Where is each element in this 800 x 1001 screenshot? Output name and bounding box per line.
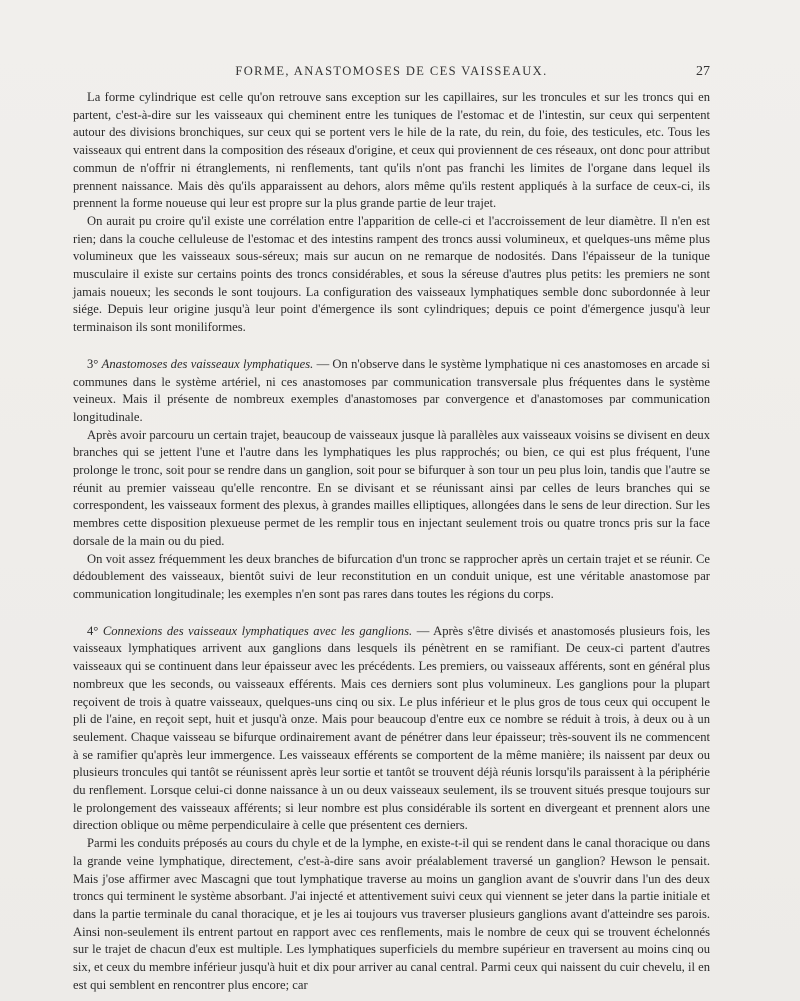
paragraph: On aurait pu croire qu'il existe une corrélation entre l'apparition de celle-ci et l'accroissement de leur diamètre. Il n'en est rien; dans la couche celluleuse de l'estomac et des intestins rampent des troncs aussi volumineux, et quelques-uns même plus volumineux que les vaisseaux sous-séreux; mais sur aucun on ne remarque de nodosités. Dans l'épaisseur de la tunique musculaire il existe sur certains points des troncs considérables, et sous la séreuse d'autres plus petits: les premiers ne sont jamais noueux; les seconds le sont toujours. La configuration des vaisseaux lymphatiques semble donc subordonnée à leur siége. Depuis leur origine jusqu'à leur point d'émergence ils sont cylindriques; depuis ce point d'émergence jusqu'à leur terminaison ils sont moniliformes. (73, 213, 710, 335)
page-number: 27 (696, 64, 710, 79)
running-title: FORME, ANASTOMOSES DE CES VAISSEAUX. (235, 64, 548, 78)
section-paragraph (73, 356, 710, 427)
paragraph: On voit assez fréquemment les deux branches de bifurcation d'un tronc se rapprocher après un certain trajet et se réunir. Ce dédoublement des vaisseaux, bientôt suivi de leur reconstitution en un conduit unique, est une véritable anastomose par communication longitudinale; les exemples n'en sont pas rares dans toutes les régions du corps. (73, 551, 710, 601)
running-head (73, 64, 710, 82)
paragraph: Parmi les conduits préposés au cours du chyle et de la lymphe, en existe-t-il qui se rendent dans le canal thoracique ou dans la grande veine lymphatique, directement, c'est-à-dire sans avoir préalablement traversé un ganglion? Hewson le pensait. Mais j'ose affirmer avec Mascagni que tout lymphatique traverse au moins un ganglion avant de s'ouvrir dans l'un des deux troncs qui terminent le système absorbant. J'ai injecté et attentivement suivi ceux qui viennent se jeter dans la partie initiale et dans la partie terminale du canal thoracique, et je les ai toujours vus traverser plusieurs ganglions avant d'atteindre ses parois. Ainsi non-seulement ils entrent partout en rapport avec ces renflements, mais le nombre de ceux qui se trouvent échelonnés sur le trajet de chacun d'eux est multiple. Les lymphatiques superficiels du membre supérieur en traversent au moins cinq ou six, et ceux du membre inférieur jusqu'à huit et dix pour arriver au canal central. Parmi ceux qui naissent du cuir chevelu, il en est qui semblent en rencontrer plus encore; car (73, 836, 710, 992)
section-heading: Anastomoses des vaisseaux lymphatiques. (101, 356, 314, 371)
body-text (73, 89, 710, 994)
section-paragraph (73, 623, 710, 835)
section-number: 4° (87, 623, 99, 638)
paragraph-text: — On n'observe dans le système lymphatique ni ces anastomoses en arcade si communes dans le système artériel, ni ces anastomoses par communication transversale plus fréquentes dans le système veineux. Mais il présente de nombreux exemples d'anastomoses par convergence et d'anastomoses par communication longitudinale. (73, 356, 710, 424)
section-number: 3° (87, 356, 99, 371)
paragraph: La forme cylindrique est celle qu'on retrouve sans exception sur les capillaires, sur les troncules et sur les troncs qui en partent, c'est-à-dire sur les vaisseaux qui cheminent entre les tuniques de l'estomac et de l'intestin, sur ceux qui serpentent autour des divisions bronchiques, sur ceux qui se portent vers le hile de la rate, du rein, du foie, des testicules, etc. Tous les vaisseaux qui entrent dans la composition des réseaux d'origine, et ceux qui proviennent de ces réseaux, ont donc pour attribut commun de n'offrir ni étranglements, ni renflements, tant qu'ils n'ont pas franchi les limites de l'organe dans lequel ils prennent naissance. Mais dès qu'ils apparaissent au dehors, alors même qu'ils restent appliqués à la surface de ceux-ci, ils prennent la forme noueuse qui leur est propre sur la plus grande partie de leur trajet. (73, 90, 710, 211)
section-heading: Connexions des vaisseaux lymphatiques avec les ganglions. (102, 623, 413, 638)
paragraph-text: — Après s'être divisés et anastomosés plusieurs fois, les vaisseaux lymphatiques arrivent aux ganglions dans lesquels ils pénètrent en se ramifiant. De ceux-ci partent d'autres vaisseaux qui se continuent dans leur épaisseur avec les précédents. Les premiers, ou vaisseaux afférents, sont en général plus nombreux que les seconds, ou vaisseaux efférents. Mais ces derniers sont plus volumineux. Les ganglions pour la plupart reçoivent de trois à quatre vaisseaux, quelques-uns cinq ou six. Le plus inférieur et le plus gros de tous ceux qui occupent le pli de l'aine, en reçoit sept, huit et jusqu'à onze. Mais pour beaucoup d'entre eux ce nombre se réduit à trois, à deux ou à un seulement. Chaque vaisseau se bifurque ordinairement avant de pénétrer dans leur épaisseur; très-souvent ils ne commencent à se ramifier qu'après leur immergence. Les vaisseaux efférents se comportent de la même manière; ils naissent par deux ou plusieurs troncules qui tantôt se réunissent après leur sortie et tantôt se trouvent déjà réunis lorsqu'ils paraissent à la périphérie du renflement. Lorsque celui-ci donne naissance à un ou deux vaisseaux seulement, ils se trouvent situés presque toujours sur le prolongement des vaisseaux afférents; si leur nombre est plus considérable ils sortent en divergeant et prennent alors une direction oblique ou même perpendiculaire à celle que présentent ces derniers. (73, 623, 710, 833)
paragraph: Après avoir parcouru un certain trajet, beaucoup de vaisseaux jusque là parallèles aux vaisseaux voisins se divisent en deux branches qui se jettent l'une et l'autre dans les lymphatiques les plus rapprochés; ou bien, ce qui est plus fréquent, l'une prolonge le tronc, soit pour se rendre dans un ganglion, soit pour se bifurquer à son tour un peu plus loin, tandis que l'autre se réunit au premier vaisseau qu'elle rencontre. En se divisant et se réunissant ainsi par celles de leurs branches qui se correspondent, les vaisseaux forment des plexus, à grandes mailles elliptiques, allongées dans le sens de leur direction. Sur les membres cette disposition plexueuse permet de les remplir tous en injectant seulement trois ou quatre troncs pris sur la face dorsale de la main ou du pied. (73, 427, 710, 548)
